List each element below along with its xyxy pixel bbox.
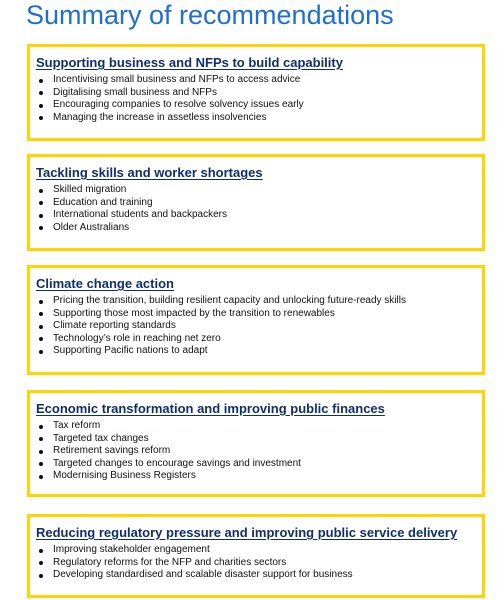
list-item	[36, 222, 227, 235]
bullet-icon	[39, 104, 43, 108]
list-item-text: Encouraging companies to resolve solvency issues early	[53, 99, 304, 110]
list-item	[36, 99, 304, 112]
section-list	[36, 544, 353, 582]
list-item	[36, 445, 301, 458]
list-item	[36, 557, 353, 570]
bullet-icon	[39, 561, 43, 565]
section-list	[36, 74, 304, 124]
bullet-icon	[39, 116, 43, 120]
bullet-icon	[39, 226, 43, 230]
bullet-icon	[39, 450, 43, 454]
list-item-text: Incentivising small business and NFPs to access advice	[53, 74, 301, 85]
list-item-text: Supporting those most impacted by the transition to renewables	[53, 307, 335, 319]
list-item	[36, 209, 227, 222]
section-box-skills-shortages	[27, 154, 485, 251]
bullet-icon	[39, 437, 43, 441]
list-item-text: Targeted tax changes	[53, 432, 149, 444]
section-box-economic-transformation	[27, 390, 485, 497]
bullet-icon	[39, 549, 43, 553]
list-item-text: Older Australians	[53, 221, 130, 233]
section-heading: Tackling skills and worker shortages	[36, 165, 263, 180]
list-item	[36, 308, 406, 321]
bullet-icon	[39, 574, 43, 578]
list-item	[36, 320, 406, 333]
list-item-text: Supporting Pacific nations to adapt	[53, 345, 208, 356]
section-box-climate-action	[27, 265, 485, 375]
section-heading: Reducing regulatory pressure and improving public service delivery	[36, 525, 458, 540]
list-item	[36, 333, 406, 346]
section-heading: Climate change action	[36, 276, 174, 291]
bullet-icon	[39, 462, 43, 466]
bullet-icon	[39, 91, 43, 95]
section-list	[36, 184, 227, 234]
list-item-text: Regulatory reforms for the NFP and charities sectors	[53, 556, 287, 568]
section-list	[36, 420, 301, 483]
bullet-icon	[39, 337, 43, 341]
list-item	[36, 433, 301, 446]
list-item	[36, 569, 353, 582]
list-item	[36, 345, 406, 358]
list-item	[36, 470, 301, 483]
section-heading: Economic transformation and improving public finances	[36, 401, 385, 416]
list-item	[36, 112, 304, 125]
list-item	[36, 74, 304, 87]
list-item	[36, 544, 353, 557]
list-item-text: Retirement savings reform	[53, 445, 171, 456]
list-item	[36, 197, 227, 210]
section-box-regulatory-pressure	[27, 514, 485, 598]
bullet-icon	[39, 325, 43, 329]
bullet-icon	[39, 214, 43, 218]
section-heading: Supporting business and NFPs to build capability	[36, 55, 343, 70]
list-item-text: Developing standardised and scalable disaster support for business	[53, 569, 353, 580]
list-item	[36, 295, 406, 308]
bullet-icon	[39, 312, 43, 316]
bullet-icon	[39, 350, 43, 354]
bullet-icon	[39, 300, 43, 304]
bullet-icon	[39, 475, 43, 479]
list-item-text: Skilled migration	[53, 184, 127, 195]
list-item	[36, 458, 301, 471]
list-item-text: Digitalising small business and NFPs	[53, 86, 217, 98]
list-item	[36, 420, 301, 433]
section-list	[36, 295, 406, 358]
bullet-icon	[39, 79, 43, 83]
list-item-text: Managing the increase in assetless insolvencies	[53, 111, 267, 123]
list-item	[36, 184, 227, 197]
bullet-icon	[39, 425, 43, 429]
list-item-text: Improving stakeholder engagement	[53, 544, 210, 555]
bullet-icon	[39, 201, 43, 205]
list-item-text: Targeted changes to encourage savings and investment	[53, 457, 301, 469]
bullet-icon	[39, 189, 43, 193]
page-title: Summary of recommendations	[26, 0, 394, 30]
section-box-business-capability	[27, 44, 485, 141]
list-item-text: Modernising Business Registers	[53, 470, 196, 481]
list-item-text: International students and backpackers	[53, 209, 227, 220]
list-item-text: Education and training	[53, 196, 153, 208]
list-item	[36, 87, 304, 100]
list-item-text: Technology’s role in reaching net zero	[53, 332, 221, 344]
list-item-text: Tax reform	[53, 420, 101, 431]
list-item-text: Pricing the transition, building resilient capacity and unlocking future-ready skills	[53, 295, 406, 306]
list-item-text: Climate reporting standards	[53, 320, 176, 331]
